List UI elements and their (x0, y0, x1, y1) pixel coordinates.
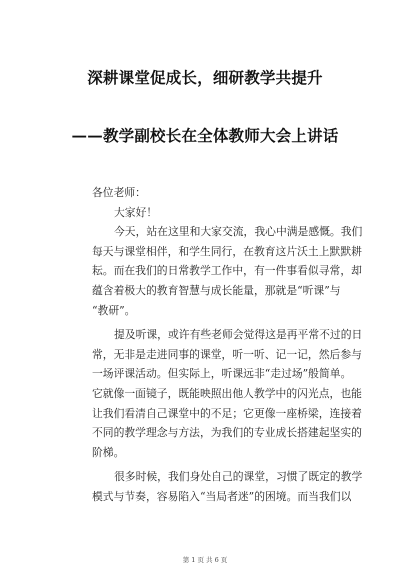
document-title: 深耕课堂促成长，细研教学共提升 (87, 68, 323, 87)
paragraph-line: 模式与节奏，容易陷入“当局者迷”的困境。而当我们以 (92, 489, 352, 503)
paragraph-line: 每天与课堂相伴，和学生同行，在教育这片沃土上默默耕 (92, 244, 362, 258)
paragraph-line: 提及听课，或许有些老师会觉得这是再平常不过的日 (114, 328, 363, 342)
greeting: 大家好！ (114, 205, 158, 219)
page-footer: 第 1 页 共 6 页 (182, 556, 228, 564)
paragraph-2 (92, 325, 363, 462)
paragraph-line: 它就像一面镜子，既能映照出他人教学中的闪光点，也能 (92, 386, 362, 400)
paragraph-1 (92, 222, 363, 320)
paragraph-line: 阶梯。 (92, 445, 125, 459)
document-body (92, 183, 363, 507)
paragraph-line: 一场评课活动。但实际上，听课远非“走过场”般简单。 (92, 367, 352, 381)
document-subtitle: ——教学副校长在全体教师大会上讲话 (71, 126, 339, 145)
paragraph-line: “教研”。 (92, 303, 136, 317)
salutation: 各位老师： (92, 186, 146, 199)
paragraph-line: 让我们看清自己课堂中的不足；它更像一座桥梁，连接着 (92, 406, 362, 420)
paragraph-line: 常，无非是走进同事的课堂，听一听、记一记，然后参与 (92, 347, 362, 361)
paragraph-line: 很多时候，我们身处自己的课堂，习惯了既定的教学 (114, 470, 363, 484)
paragraph-line: 今天，站在这里和大家交流，我心中满是感慨。我们 (114, 225, 363, 239)
paragraph-line: 蕴含着极大的教育智慧与成长能量，那就是“听课”与 (92, 283, 341, 297)
paragraph-line: 不同的教学理念与方法，为我们的专业成长搭建起坚实的 (92, 426, 362, 440)
paragraph-line: 耘。而在我们的日常教学工作中，有一件事看似寻常，却 (92, 264, 362, 278)
paragraph-3 (92, 467, 363, 506)
